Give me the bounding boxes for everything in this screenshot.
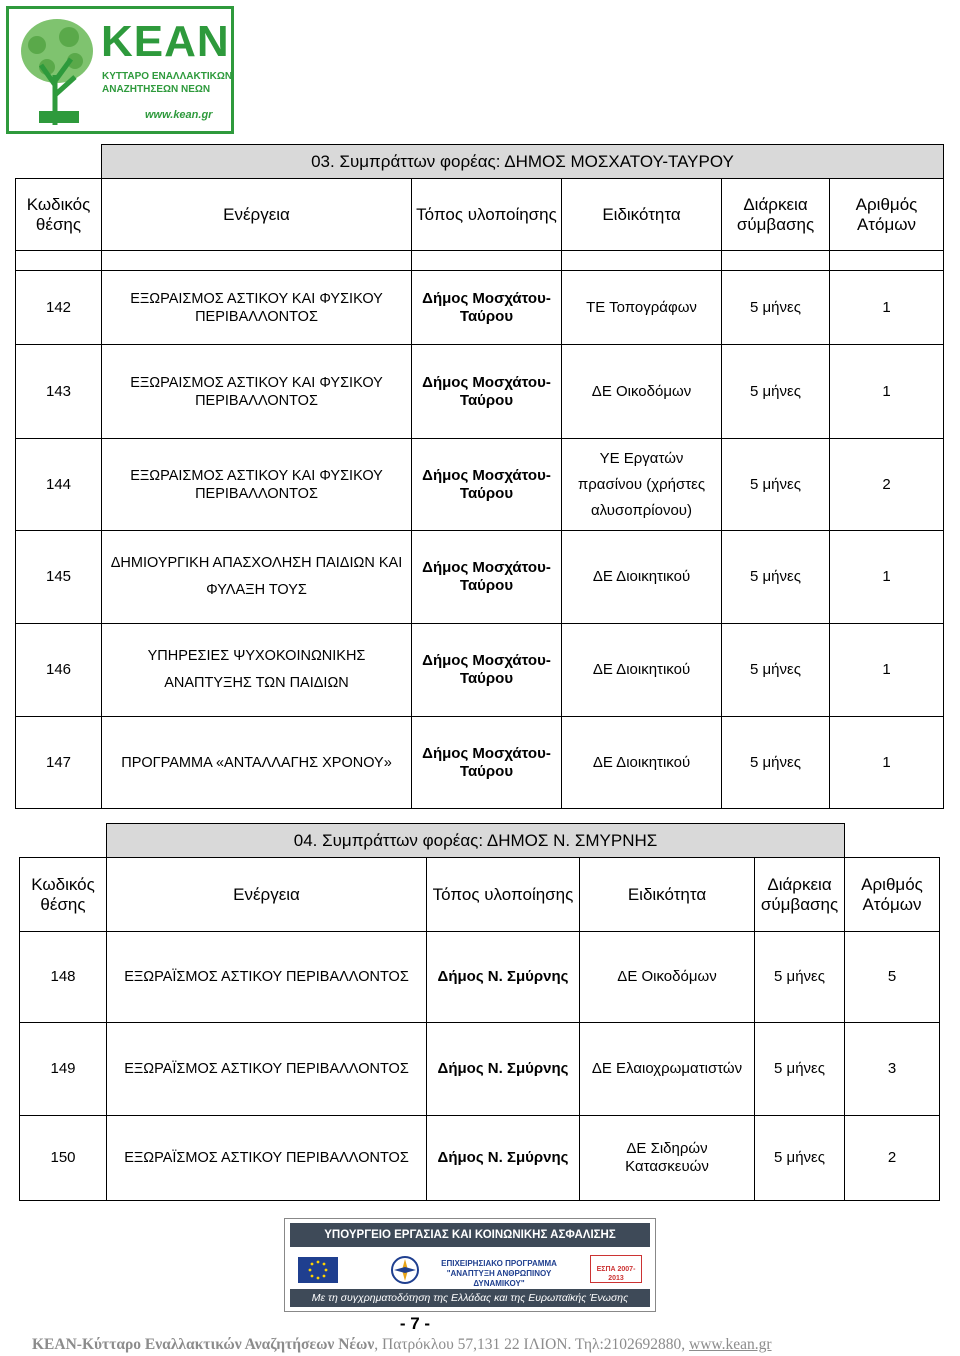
cell-action: ΠΡΟΓΡΑΜΜΑ «ΑΝΤΑΛΛΑΓΗΣ ΧΡΟΝΟΥ» [102, 717, 412, 809]
cell-persons: 1 [830, 531, 944, 624]
cell-place: Δήμος Μοσχάτου-Ταύρου [412, 531, 562, 624]
cell-place: Δήμος Ν. Σμύρνης [427, 932, 580, 1023]
cell-place: Δήμος Ν. Σμύρνης [427, 1023, 580, 1116]
header-place: Τόπος υλοποίησης [427, 858, 580, 932]
cell-action: ΕΞΩΡΑΪΣΜΟΣ ΑΣΤΙΚΟΥ ΠΕΡΙΒΑΛΛΟΝΤΟΣ [107, 1023, 427, 1116]
cell-action: ΥΠΗΡΕΣΙΕΣ ΨΥΧΟΚΟΙΝΩΝΙΚΗΣ ΑΝΑΠΤΥΞΗΣ ΤΩΝ ΠΑΙΔΙΩΝ [102, 624, 412, 717]
cell-code: 148 [20, 932, 107, 1023]
cell-duration: 5 μήνες [755, 932, 845, 1023]
logo-website: www.kean.gr [145, 109, 213, 121]
cell-action: ΕΞΩΡΑΙΣΜΟΣ ΑΣΤΙΚΟΥ ΚΑΙ ΦΥΣΙΚΟΥ ΠΕΡΙΒΑΛΛΟΝΤΟΣ [102, 271, 412, 345]
cell-place: Δήμος Μοσχάτου-Ταύρου [412, 345, 562, 439]
cell-persons: 1 [830, 345, 944, 439]
cell-place: Δήμος Μοσχάτου-Ταύρου [412, 624, 562, 717]
cell-duration: 5 μήνες [722, 345, 830, 439]
cell-duration: 5 μήνες [722, 624, 830, 717]
eu-flag-icon [298, 1257, 338, 1283]
cell-code: 143 [16, 345, 102, 439]
cell-place: Δήμος Μοσχάτου-Ταύρου [412, 717, 562, 809]
cell-persons: 1 [830, 624, 944, 717]
cell-duration: 5 μήνες [755, 1023, 845, 1116]
cell-specialty: ΔΕ Διοικητικού [562, 717, 722, 809]
cell-code: 147 [16, 717, 102, 809]
programme-label: ΕΠΙΧΕΙΡΗΣΙΑΚΟ ΠΡΟΓΡΑΜΜΑ "ΑΝΑΠΤΥΞΗ ΑΝΘΡΩΠΙΝΟΥ ΔΥΝΑΜΙΚΟΥ" [441, 1259, 557, 1288]
cell-specialty: ΥΕ Εργατών πρασίνου (χρήστες αλυσοπρίονου) [562, 439, 722, 531]
cell-action: ΔΗΜΙΟΥΡΓΙΚΗ ΑΠΑΣΧΟΛΗΣΗ ΠΑΙΔΙΩΝ ΚΑΙ ΦΥΛΑΞΗ ΤΟΥΣ [102, 531, 412, 624]
cell-action: ΕΞΩΡΑΪΣΜΟΣ ΑΣΤΙΚΟΥ ΠΕΡΙΒΑΛΛΟΝΤΟΣ [107, 932, 427, 1023]
table-row [16, 439, 944, 531]
ministry-label: ΥΠΟΥΡΓΕΙΟ ΕΡΓΑΣΙΑΣ ΚΑΙ ΚΟΙΝΩΝΙΚΗΣ ΑΣΦΑΛΙΣΗΣ [290, 1223, 650, 1247]
cell-specialty: ΔΕ Σιδηρών Κατασκευών [580, 1116, 755, 1201]
table-row [16, 531, 944, 624]
cell-code: 149 [20, 1023, 107, 1116]
header-action: Ενέργεια [107, 858, 427, 932]
cell-duration: 5 μήνες [755, 1116, 845, 1201]
page-number: - 7 - [399, 1314, 431, 1333]
cell-duration: 5 μήνες [722, 439, 830, 531]
table-row [16, 345, 944, 439]
table-row [16, 717, 944, 809]
logo-tagline-2: ΑΝΑΖΗΤΗΣΕΩΝ ΝΕΩΝ [102, 84, 211, 95]
table-row [16, 271, 944, 345]
cell-code: 142 [16, 271, 102, 345]
header-code: Κωδικός θέσης [20, 858, 107, 932]
cell-specialty: ΔΕ Διοικητικού [562, 531, 722, 624]
logo-brand: KEAN [101, 17, 230, 66]
footer-org: KEAN-Κύτταρο Εναλλακτικών Αναζητήσεων Νέων [32, 1336, 375, 1353]
cell-specialty: ΔΕ Οικοδόμων [580, 932, 755, 1023]
cell-persons: 1 [830, 717, 944, 809]
footer [32, 1336, 772, 1354]
header-place: Τόπος υλοποίησης [412, 179, 562, 251]
footer-website-link[interactable]: www.kean.gr [689, 1336, 772, 1353]
cell-place: Δήμος Μοσχάτου-Ταύρου [412, 271, 562, 345]
funding-banner [284, 1218, 656, 1312]
cell-code: 150 [20, 1116, 107, 1201]
cell-persons: 2 [830, 439, 944, 531]
header-persons: Αριθμός Ατόμων [845, 858, 940, 932]
cell-place: Δήμος Μοσχάτου-Ταύρου [412, 439, 562, 531]
table-row [20, 932, 940, 1023]
table-partner-03 [15, 144, 944, 809]
cell-duration: 5 μήνες [722, 531, 830, 624]
cell-action: ΕΞΩΡΑΙΣΜΟΣ ΑΣΤΙΚΟΥ ΚΑΙ ΦΥΣΙΚΟΥ ΠΕΡΙΒΑΛΛΟΝΤΟΣ [102, 439, 412, 531]
cell-code: 146 [16, 624, 102, 717]
espa-label: ΕΣΠΑ 2007-2013 [596, 1266, 636, 1282]
cell-specialty: ΔΕ Οικοδόμων [562, 345, 722, 439]
espa-logo [590, 1255, 642, 1283]
cell-specialty: ΔΕ Διοικητικού [562, 624, 722, 717]
cell-code: 144 [16, 439, 102, 531]
header-duration: Διάρκεια σύμβασης [722, 179, 830, 251]
footer-address: , Πατρόκλου 57,131 22 ΙΛΙΟΝ. Τηλ:2102692880, [374, 1336, 690, 1353]
header-persons: Αριθμός Ατόμων [830, 179, 944, 251]
header-duration: Διάρκεια σύμβασης [755, 858, 845, 932]
logo-tagline-1: ΚΥΤΤΑΡΟ ΕΝΑΛΛΑΚΤΙΚΩΝ [102, 71, 233, 82]
table-row [20, 1116, 940, 1201]
header-specialty: Ειδικότητα [580, 858, 755, 932]
header-specialty: Ειδικότητα [562, 179, 722, 251]
cell-code: 145 [16, 531, 102, 624]
table-title: 04. Συμπράττων φορέας: ΔΗΜΟΣ Ν. ΣΜΥΡΝΗΣ [107, 824, 845, 858]
cell-action: ΕΞΩΡΑΙΣΜΟΣ ΑΣΤΙΚΟΥ ΚΑΙ ΦΥΣΙΚΟΥ ΠΕΡΙΒΑΛΛΟΝΤΟΣ [102, 345, 412, 439]
cell-place: Δήμος Ν. Σμύρνης [427, 1116, 580, 1201]
cell-persons: 5 [845, 932, 940, 1023]
table-title: 03. Συμπράττων φορέας: ΔΗΜΟΣ ΜΟΣΧΑΤΟΥ-ΤΑΥΡΟΥ [102, 145, 944, 179]
header-code: Κωδικός θέσης [16, 179, 102, 251]
cell-persons: 3 [845, 1023, 940, 1116]
tree-icon [17, 15, 97, 127]
table-partner-04 [19, 823, 940, 1201]
cell-persons: 1 [830, 271, 944, 345]
table-row [16, 624, 944, 717]
cofunding-label: Με τη συγχρηματοδότηση της Ελλάδας και της Ευρωπαϊκής Ένωσης [290, 1289, 650, 1307]
cell-persons: 2 [845, 1116, 940, 1201]
cell-specialty: ΤΕ Τοπογράφων [562, 271, 722, 345]
header-action: Ενέργεια [102, 179, 412, 251]
cell-duration: 5 μήνες [722, 717, 830, 809]
cell-action: ΕΞΩΡΑΪΣΜΟΣ ΑΣΤΙΚΟΥ ΠΕΡΙΒΑΛΛΟΝΤΟΣ [107, 1116, 427, 1201]
cell-specialty: ΔΕ Ελαιοχρωματιστών [580, 1023, 755, 1116]
kean-logo [6, 6, 234, 134]
cell-duration: 5 μήνες [722, 271, 830, 345]
programme-emblem-icon [390, 1255, 420, 1285]
table-row [20, 1023, 940, 1116]
